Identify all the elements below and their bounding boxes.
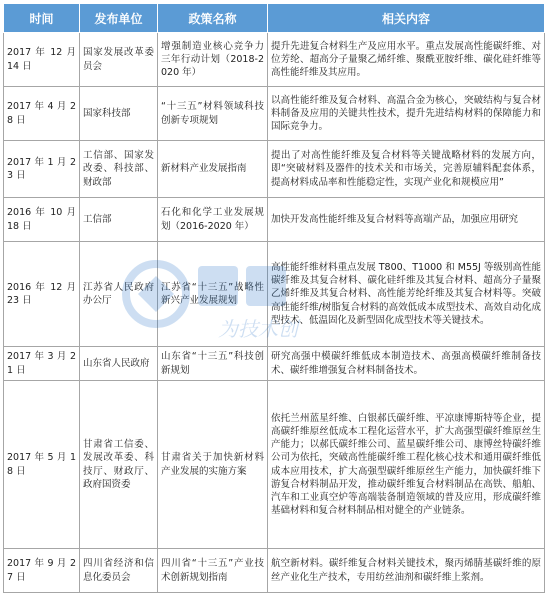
- cell-policy: 四川省“十三五”产业技术创新规划指南: [158, 549, 268, 593]
- cell-content: 以高性能纤维及复合材料、高温合金为核心，突破结构与复合材料制备及应用的关键共性技术，提升先进结构材料的保障能力和国际竞争力。: [268, 87, 545, 141]
- cell-content: 航空新材料。碳纤维复合材料关键技术，聚丙烯腈基碳纤维的原丝产业化生产技术，专用纺丝油剂和碳纤维上浆剂。: [268, 549, 545, 593]
- cell-content: 依托兰州蓝星纤维、白银郝氏碳纤维、平凉康博斯特等企业，提高碳纤维原丝低成本工程化运营水平，扩大高强型碳纤维原丝生产能力；以郝氏碳纤维公司、蓝星碳纤维公司、康博丝特碳纤维公司为依托，突破高性能碳纤维工程化核心技术和通用碳纤维低成本应用技术，扩大高强型碳纤维原丝生产能力，加快碳纤维下游复合材料制品开发，推动碳纤维复合材料制品在高铁、船舶、汽车和工业真空炉等高端装备制造领域的普及应用，形成碳纤维基础材料和复合材料制品相对健全的产业链条。: [268, 381, 545, 549]
- cell-content: 高性能纤维材料重点发展 T800、T1000 和 M55J 等级别高性能碳纤维及其复合材料、碳化硅纤维及其复合材料、超高分子量聚乙烯纤维及其复合材料、高性能芳纶纤维及其复合材料等。突破高性能纤维/树脂复合材料的高效低成本成型技术、高效自动化成型技术、低温固化及新型固化成型技术等关键技术。: [268, 242, 545, 347]
- cell-issuer: 甘肃省工信委、发展改革委、科技厅、财政厅、政府国资委: [80, 381, 158, 549]
- cell-date: 2017 年 12 月 14 日: [4, 33, 80, 87]
- cell-date: 2016 年 10 月 18 日: [4, 198, 80, 242]
- table-row: [4, 381, 545, 549]
- cell-date: 2017 年 1 月 23 日: [4, 141, 80, 198]
- table-row: [4, 141, 545, 198]
- cell-issuer: 四川省经济和信息化委员会: [80, 549, 158, 593]
- table-header-row: [4, 4, 545, 33]
- cell-date: 2016 年 12 月 23 日: [4, 242, 80, 347]
- cell-issuer: 江苏省人民政府办公厅: [80, 242, 158, 347]
- cell-content: 提出了对高性能纤维及复合材料等关键战略材料的发展方向，即“突破材料及器件的技术关和市场关，完善原辅料配套体系，提高材料成品率和性能稳定性，实现产业化和规模应用”: [268, 141, 545, 198]
- cell-policy: “十三五”材料领域科技创新专项规划: [158, 87, 268, 141]
- cell-content: 提升先进复合材料生产及应用水平。重点发展高性能碳纤维、对位芳纶、超高分子量聚乙烯纤维、聚酰亚胺纤维、碳化硅纤维等高性能纤维及其应用。: [268, 33, 545, 87]
- policy-table-container: [3, 3, 544, 589]
- cell-policy: 石化和化学工业发展规划（2016-2020 年）: [158, 198, 268, 242]
- header-policy: 政策名称: [158, 4, 268, 33]
- table-row: [4, 87, 545, 141]
- cell-date: 2017 年 9 月 27 日: [4, 549, 80, 593]
- cell-date: 2017 年 3 月 21 日: [4, 347, 80, 381]
- cell-content: 加快开发高性能纤维及复合材料等高端产品，加强应用研究: [268, 198, 545, 242]
- table-row: [4, 549, 545, 593]
- table-row: [4, 33, 545, 87]
- watermark-text: 为技术创: [218, 317, 298, 341]
- cell-issuer: 工信部: [80, 198, 158, 242]
- cell-policy: 山东省“十三五”科技创新规划: [158, 347, 268, 381]
- table-row: [4, 198, 545, 242]
- cell-policy: 新材料产业发展指南: [158, 141, 268, 198]
- cell-issuer: 国家发展改革委员会: [80, 33, 158, 87]
- table-row: [4, 242, 545, 347]
- header-issuer: 发布单位: [80, 4, 158, 33]
- table-row: [4, 347, 545, 381]
- cell-issuer: 工信部、国家发改委、科技部、财政部: [80, 141, 158, 198]
- header-date: 时间: [4, 4, 80, 33]
- cell-policy: 甘肃省关于加快新材料产业发展的实施方案: [158, 381, 268, 549]
- cell-issuer: 国家科技部: [80, 87, 158, 141]
- cell-policy: 增强制造业核心竞争力三年行动计划（2018-2020 年）: [158, 33, 268, 87]
- policy-table: [3, 3, 545, 593]
- cell-date: 2017 年 5 月 18 日: [4, 381, 80, 549]
- cell-issuer: 山东省人民政府: [80, 347, 158, 381]
- cell-date: 2017 年 4 月 28 日: [4, 87, 80, 141]
- header-content: 相关内容: [268, 4, 545, 33]
- cell-content: 研究高强中模碳纤维低成本制造技术、高强高模碳纤维制备技术、碳纤维增强复合材料制备技术。: [268, 347, 545, 381]
- cell-policy: 江苏省“十三五”战略性新兴产业发展规划: [158, 242, 268, 347]
